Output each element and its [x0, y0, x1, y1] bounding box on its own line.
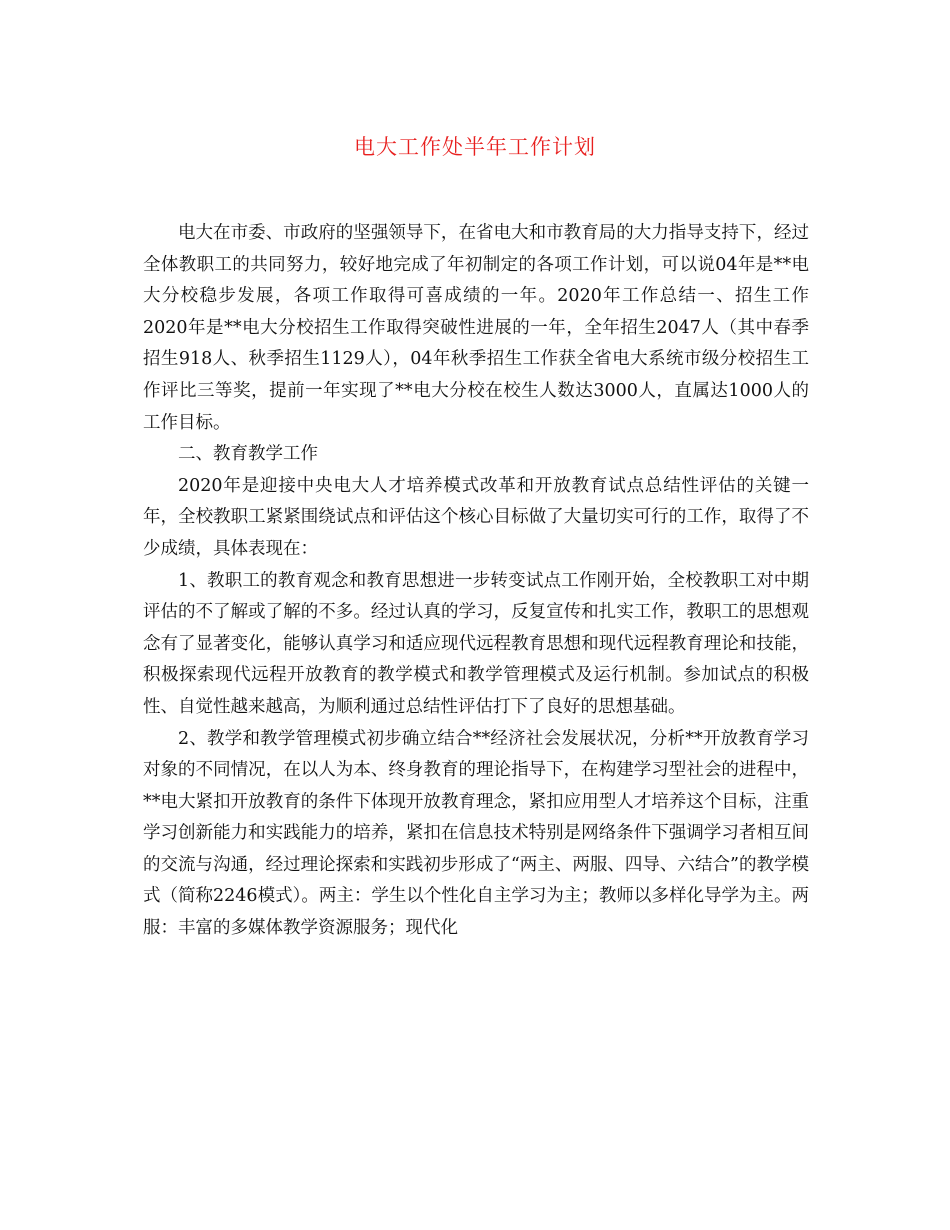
paragraph-section-heading: 二、教育教学工作 [178, 444, 318, 465]
document-title: 电大工作处半年工作计划 [354, 135, 596, 159]
paragraph-education: 2020年是迎接中央电大人才培养模式改革和开放教育试点总结性评估的关键一年，全校教职工紧紧围绕试点和评估这个核心目标做了大量切实可行的工作，取得了不少成绩，具体表现在： [143, 475, 809, 559]
paragraph-item-2: 2、教学和教学管理模式初步确立结合**经济社会发展状况，分析**开放教育学习对象的不同情况，在以人为本、终身教育的理论指导下，在构建学习型社会的进程中，**电大紧扣开放教育的条件下体现开放教育理念，紧扣应用型人才培养这个目标，注重学习创新能力和实践能力的培养，紧扣在信息技术特别是网络条件下强调学习者相互间的交流与沟通，经过理论探索和实践初步形成了“两主、两服、四导、六结合”的教学模式（简称2246模式）。两主：学生以个性化自主学习为主；教师以多样化导学为主。两服：丰富的多媒体教学资源服务；现代化 [143, 728, 809, 939]
document-body [143, 218, 809, 945]
paragraph-item-1: 1、教职工的教育观念和教育思想进一步转变试点工作刚开始，全校教职工对中期评估的不了解或了解的不多。经过认真的学习，反复宣传和扎实工作，教职工的思想观念有了显著变化，能够认真学习和适应现代远程教育思想和现代远程教育理论和技能，积极探索现代远程开放教育的教学模式和教学管理模式及运行机制。参加试点的积极性、自觉性越来越高，为顺利通过总结性评估打下了良好的思想基础。 [143, 570, 809, 717]
paragraph-intro: 电大在市委、市政府的坚强领导下，在省电大和市教育局的大力指导支持下，经过全体教职工的共同努力，较好地完成了年初制定的各项工作计划，可以说04年是**电大分校稳步发展，各项工作取得可喜成绩的一年。2020年工作总结一、招生工作2020年是**电大分校招生工作取得突破性进展的一年，全年招生2047人（其中春季招生918人、秋季招生1129人），04年秋季招生工作获全省电大系统市级分校招生工作评比三等奖，提前一年实现了**电大分校在校生人数达3000人，直属达1000人的工作目标。 [143, 223, 809, 433]
